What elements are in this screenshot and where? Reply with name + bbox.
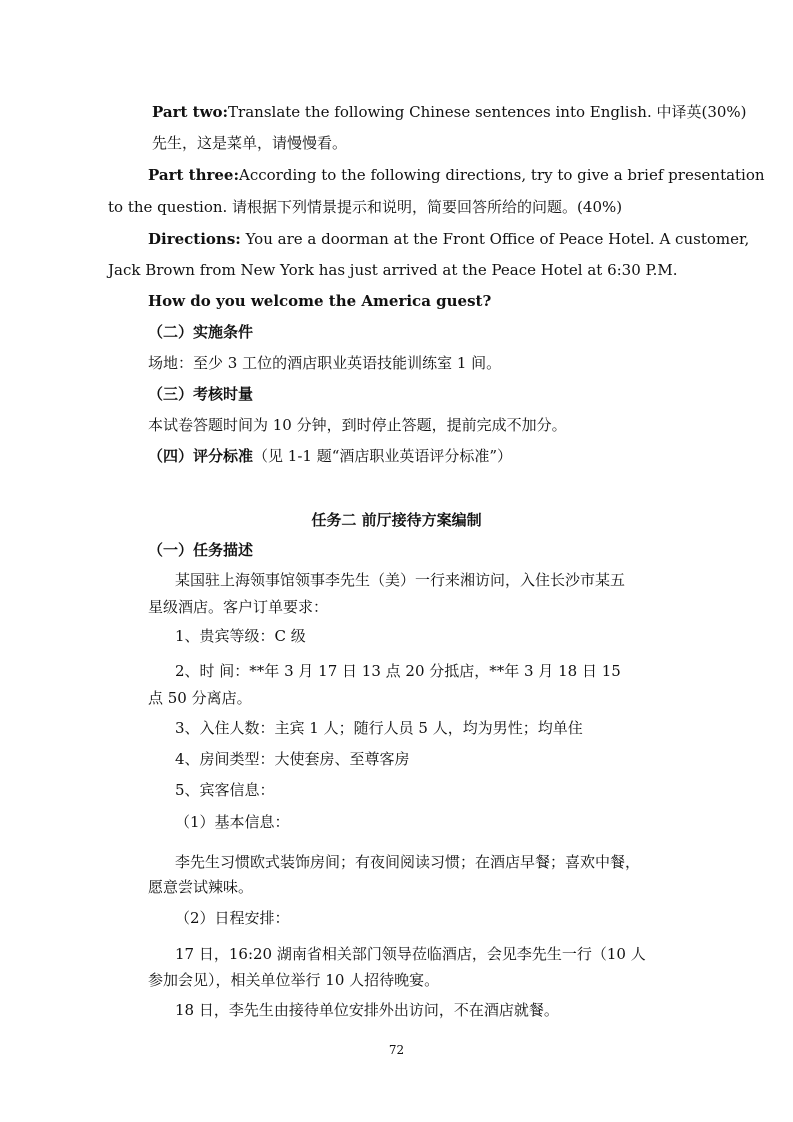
section-four-suffix: （见 1-1 题“酒店职业英语评分标准”） (253, 447, 513, 465)
directions-line1 (148, 229, 749, 249)
part-two-label: Part two: (152, 103, 229, 121)
part-two-text: Translate the following Chinese sentences into English. 中译英(30%) (228, 103, 747, 121)
directions-text: You are a doorman at the Front Office of Peace Hotel. A customer, (240, 230, 750, 248)
section-three-heading: （三）考核时量 (148, 385, 254, 403)
part-three-label: Part three: (148, 166, 240, 184)
question: How do you welcome the America guest? (148, 292, 492, 310)
item-vip-level: 1、贵宾等级：C 级 (175, 627, 306, 645)
section-three-text: 本试卷答题时间为 10 分钟，到时停止答题，提前完成不加分。 (148, 416, 567, 434)
part-two-line (152, 102, 747, 122)
task-intro-line1: 某国驻上海领事馆领事李先生（美）一行来湘访问，入住长沙市某五 (175, 571, 626, 589)
task-two-title: 任务二 前厅接待方案编制 (311, 511, 482, 529)
item-time-line1: 2、时 间：**年 3 月 17 日 13 点 20 分抵店，**年 3 月 18 日 15 (175, 662, 621, 680)
basic-info-line1: 李先生习惯欧式装饰房间；有夜间阅读习惯；在酒店早餐；喜欢中餐， (175, 853, 641, 871)
section-two-heading: （二）实施条件 (148, 323, 254, 341)
part-three-text: According to the following directions, try to give a brief presentation (239, 166, 765, 184)
directions-label: Directions: (148, 230, 241, 248)
basic-info-line2: 愿意尝试辣味。 (148, 878, 254, 896)
sub-basic-info: （1）基本信息： (175, 813, 290, 831)
item-guest-count: 3、入住人数：主宾 1 人；随行人员 5 人，均为男性；均单住 (175, 719, 583, 737)
item-room-type: 4、房间类型：大使套房、至尊客房 (175, 750, 410, 768)
task-intro-line2: 星级酒店。客户订单要求： (148, 598, 329, 616)
section-four-line (148, 446, 512, 466)
page-number: 72 (388, 1043, 405, 1057)
item-time-line2: 点 50 分离店。 (148, 689, 252, 707)
schedule-line2: 参加会见），相关单位举行 10 人招待晚宴。 (148, 971, 440, 989)
task-two-heading: （一）任务描述 (148, 541, 254, 559)
item-guest-info: 5、宾客信息： (175, 781, 275, 799)
section-two-text: 场地：至少 3 工位的酒店职业英语技能训练室 1 间。 (148, 354, 502, 372)
part-three-line2: to the question. 请根据下列情景提示和说明，简要回答所给的问题。(40%) (108, 198, 623, 216)
sub-schedule: （2）日程安排： (175, 909, 290, 927)
part-three-line1 (148, 165, 765, 185)
part-two-sentence: 先生，这是菜单，请慢慢看。 (152, 134, 348, 152)
section-four-heading: （四）评分标准 (148, 447, 254, 465)
directions-line2: Jack Brown from New York has just arrived at the Peace Hotel at 6:30 P.M. (108, 261, 678, 279)
schedule-line1: 17 日，16:20 湖南省相关部门领导莅临酒店，会见李先生一行（10 人 (175, 945, 646, 963)
schedule-line3: 18 日，李先生由接待单位安排外出访问，不在酒店就餐。 (175, 1001, 559, 1019)
